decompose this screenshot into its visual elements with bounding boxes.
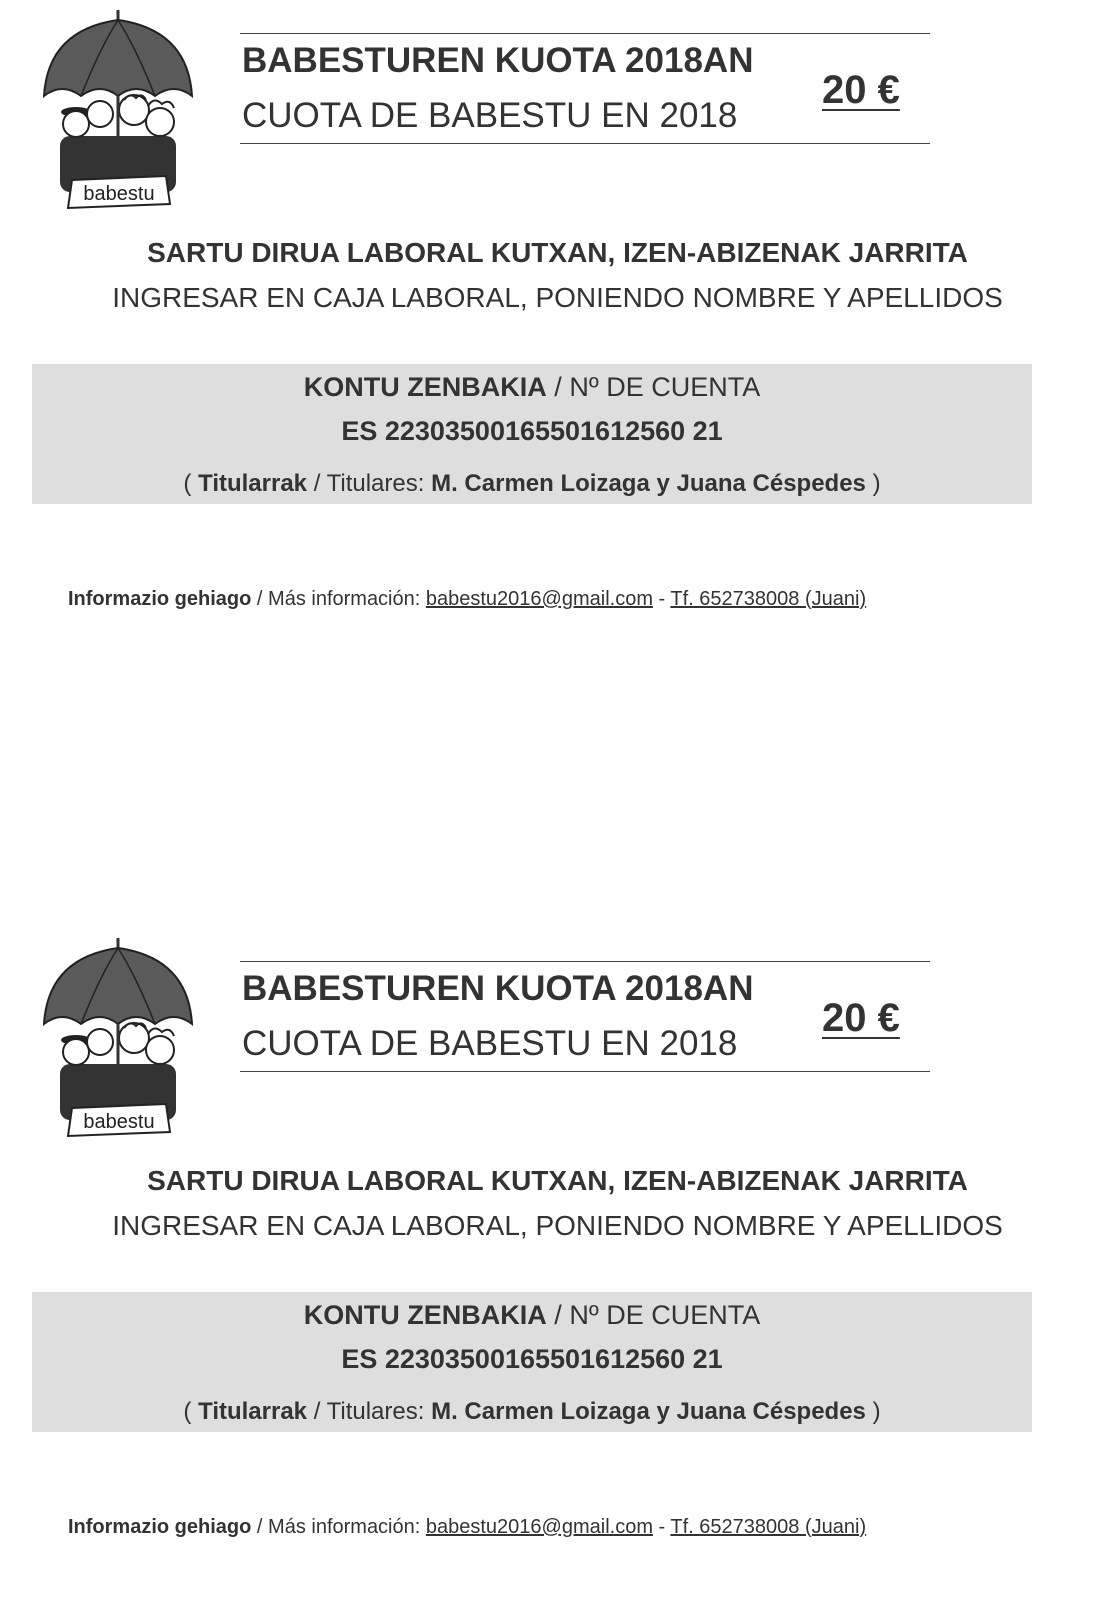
header-rule-bottom — [240, 143, 930, 144]
instruction-spanish: INGRESAR EN CAJA LABORAL, PONIENDO NOMBRE Y APELLIDOS — [112, 282, 1003, 313]
email-link[interactable]: babestu2016@gmail.com — [425, 1516, 653, 1538]
account-label: KONTU ZENBAKIA / Nº DE CUENTA — [303, 372, 761, 402]
fee-title-basque: BABESTUREN KUOTA 2018AN — [242, 969, 754, 1008]
header-rule-top — [240, 33, 930, 34]
svg-text:babestu: babestu — [83, 183, 155, 205]
fee-title-spanish: CUOTA DE BABESTU EN 2018 — [242, 1024, 738, 1063]
account-number: ES 22303500165501612560 21 — [341, 416, 723, 446]
account-holders: ( Titularrak / Titulares: M. Carmen Loizaga y Juana Céspedes ) — [183, 1398, 881, 1425]
contact-info: Informazio gehiago / Más información: babestu2016@gmail.com - Tf. 652738008 (Juani) — [68, 588, 867, 610]
account-box — [32, 364, 1032, 504]
fee-ticket-2 — [0, 928, 1115, 1548]
fee-price: 20 € — [822, 996, 900, 1040]
umbrella-people-icon — [38, 936, 198, 1146]
fee-title-basque: BABESTUREN KUOTA 2018AN — [242, 41, 754, 80]
fee-title-spanish: CUOTA DE BABESTU EN 2018 — [242, 96, 738, 135]
fee-price: 20 € — [822, 68, 900, 112]
header-rule-top — [240, 961, 930, 962]
instruction-spanish: INGRESAR EN CAJA LABORAL, PONIENDO NOMBRE Y APELLIDOS — [112, 1210, 1003, 1241]
fee-ticket-1 — [0, 0, 1115, 620]
account-box — [32, 1292, 1032, 1432]
email-link[interactable]: babestu2016@gmail.com — [425, 588, 653, 610]
header-rule-bottom — [240, 1071, 930, 1072]
instruction-basque: SARTU DIRUA LABORAL KUTXAN, IZEN-ABIZENAK JARRITA — [147, 237, 968, 268]
svg-text:babestu: babestu — [83, 1111, 155, 1133]
phone-link[interactable]: Tf. 652738008 (Juani) — [670, 588, 867, 610]
account-label: KONTU ZENBAKIA / Nº DE CUENTA — [303, 1300, 761, 1330]
account-number: ES 22303500165501612560 21 — [341, 1344, 723, 1374]
contact-info: Informazio gehiago / Más información: babestu2016@gmail.com - Tf. 652738008 (Juani) — [68, 1516, 867, 1538]
umbrella-people-icon — [38, 8, 198, 218]
account-holders: ( Titularrak / Titulares: M. Carmen Loizaga y Juana Céspedes ) — [183, 470, 881, 497]
phone-link[interactable]: Tf. 652738008 (Juani) — [670, 1516, 867, 1538]
instruction-basque: SARTU DIRUA LABORAL KUTXAN, IZEN-ABIZENAK JARRITA — [147, 1165, 968, 1196]
